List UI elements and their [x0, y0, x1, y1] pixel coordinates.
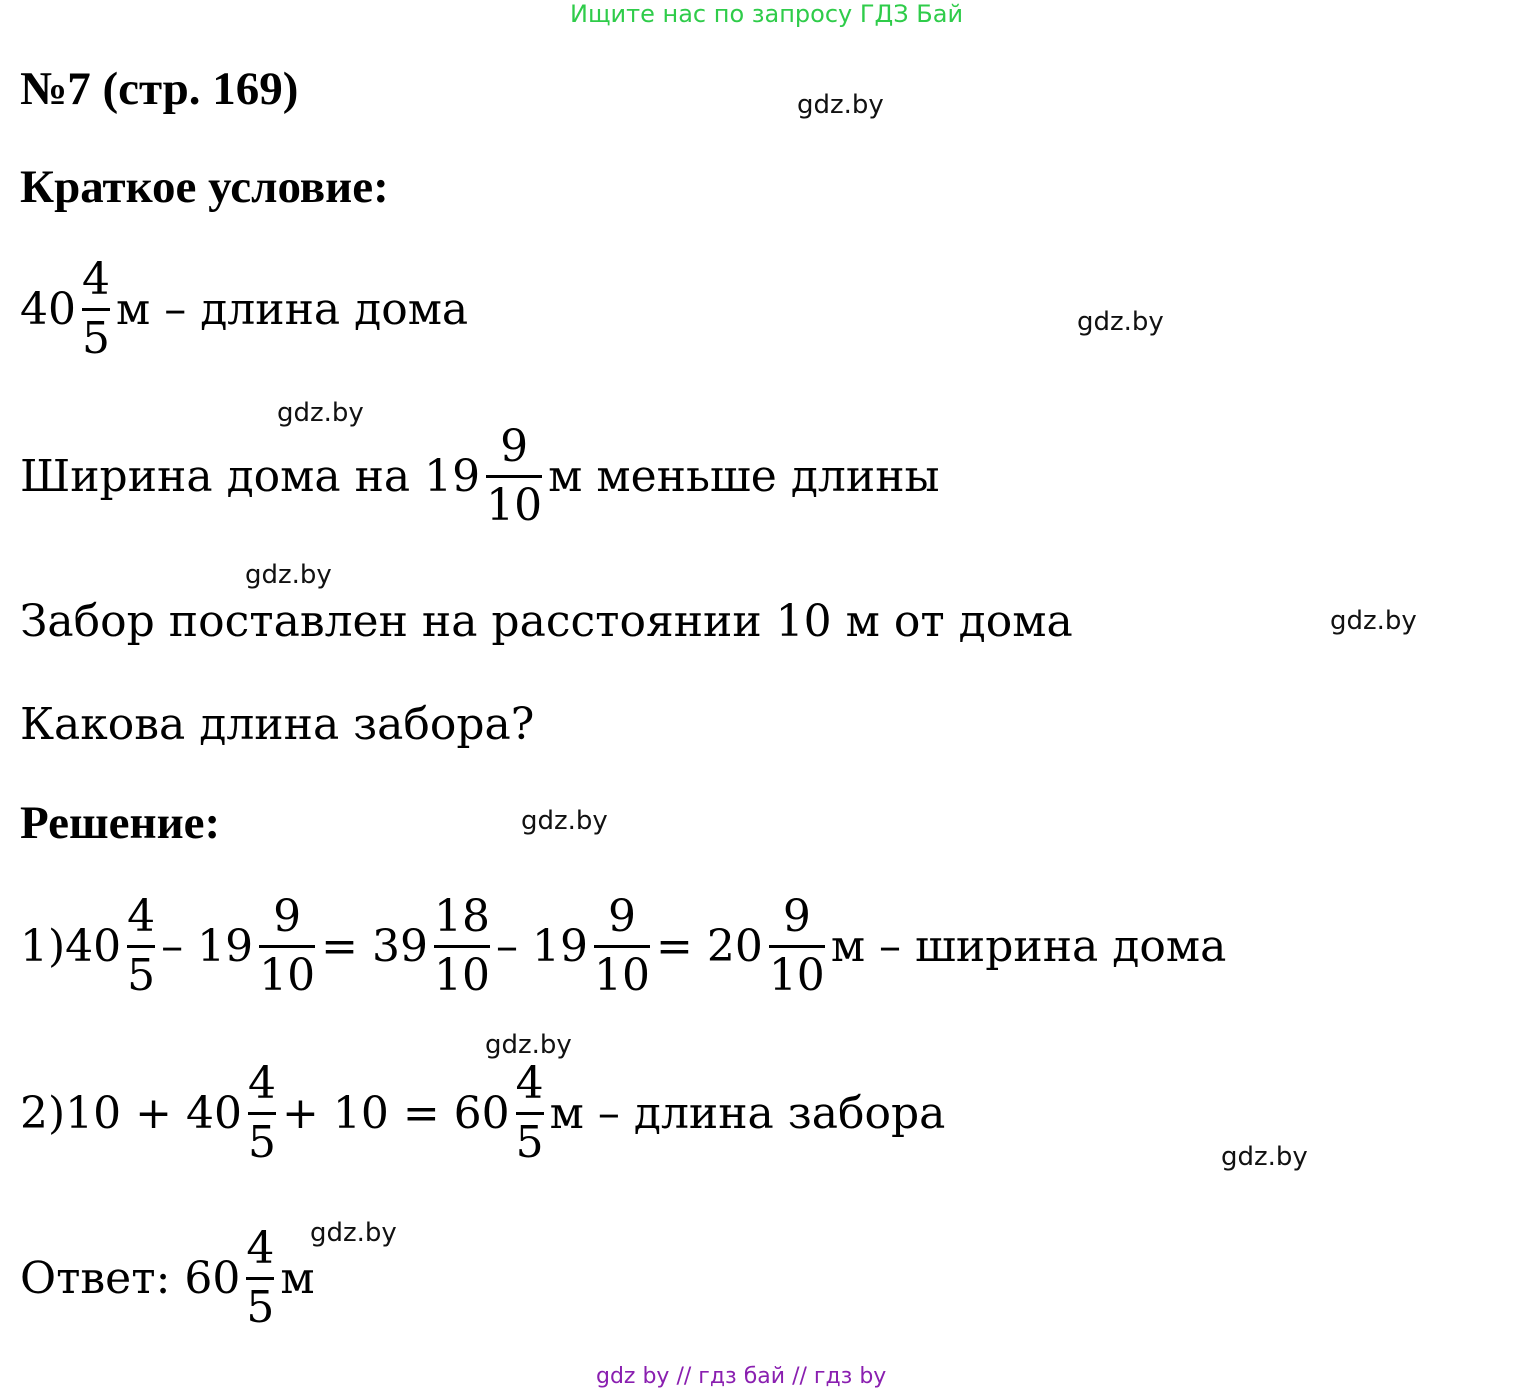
- width-fraction: [486, 421, 543, 531]
- length-fraction: [82, 254, 110, 364]
- watermark: gdz.by: [1221, 1142, 1308, 1172]
- fraction-numerator: 4: [82, 254, 110, 305]
- step1-part: = 20: [655, 920, 763, 972]
- step1-part: – 19: [495, 920, 588, 972]
- step2-tail: м – длина забора: [549, 1087, 946, 1139]
- step1-fraction: [593, 891, 650, 1001]
- step2-fraction: [247, 1058, 276, 1168]
- condition-heading: Краткое условие:: [20, 161, 389, 213]
- page-title: №7 (стр. 169): [20, 63, 299, 115]
- step2-part: 2)10 + 40: [20, 1087, 242, 1139]
- step1-fraction: [259, 891, 316, 1001]
- watermark: gdz.by: [485, 1030, 572, 1060]
- footer-links[interactable]: gdz by // гдз бай // гдз by: [596, 1364, 887, 1389]
- condition-length: [20, 254, 469, 364]
- watermark: gdz.by: [310, 1218, 397, 1248]
- fraction-denominator: 5: [516, 1112, 544, 1165]
- length-text: м – длина дома: [116, 283, 469, 335]
- step2-fraction: [515, 1058, 544, 1168]
- step1-part: 1)40: [20, 920, 122, 972]
- fraction-denominator: 10: [594, 945, 650, 998]
- fraction-numerator: 9: [607, 891, 636, 942]
- step1-fraction: [127, 891, 156, 1001]
- solution-step-2: [20, 1058, 946, 1168]
- condition-width: [20, 421, 940, 531]
- step1-part: – 19: [161, 920, 254, 972]
- watermark: gdz.by: [245, 560, 332, 590]
- step1-part: = 39: [321, 920, 428, 972]
- fraction-numerator: 9: [782, 891, 811, 942]
- fraction-numerator: 18: [433, 891, 490, 942]
- fraction-denominator: 5: [246, 1277, 274, 1330]
- step1-fraction: [768, 891, 825, 1001]
- length-whole: 40: [20, 283, 76, 335]
- fraction-numerator: 4: [246, 1223, 275, 1274]
- fraction-denominator: 5: [248, 1112, 276, 1165]
- answer-fraction: [246, 1223, 275, 1333]
- fraction-numerator: 9: [273, 891, 302, 942]
- watermark: gdz.by: [277, 398, 364, 428]
- site-banner[interactable]: Ищите нас по запросу ГДЗ Бай: [570, 0, 964, 28]
- fraction-denominator: 5: [82, 308, 110, 361]
- condition-question: Какова длина забора?: [20, 699, 535, 750]
- fraction-denominator: 10: [486, 475, 542, 528]
- answer-unit: м: [280, 1252, 315, 1304]
- step1-fraction: [433, 891, 490, 1001]
- watermark: gdz.by: [1330, 606, 1417, 636]
- answer-line: [20, 1223, 315, 1333]
- step2-part: + 10 = 60: [281, 1087, 510, 1139]
- fraction-numerator: 4: [247, 1058, 276, 1109]
- watermark: gdz.by: [1077, 307, 1164, 337]
- step1-tail: м – ширина дома: [830, 920, 1227, 972]
- width-prefix: Ширина дома на 19: [20, 450, 481, 502]
- fraction-denominator: 10: [769, 945, 825, 998]
- fraction-numerator: 4: [127, 891, 156, 942]
- condition-fence: Забор поставлен на расстоянии 10 м от дома: [20, 596, 1073, 647]
- fraction-numerator: 9: [500, 421, 529, 472]
- watermark: gdz.by: [521, 806, 608, 836]
- fraction-denominator: 10: [259, 945, 315, 998]
- answer-prefix: Ответ: 60: [20, 1252, 241, 1304]
- fraction-denominator: 10: [434, 945, 490, 998]
- solution-step-1: [20, 891, 1227, 1001]
- fraction-denominator: 5: [127, 945, 155, 998]
- watermark: gdz.by: [797, 90, 884, 120]
- width-text: м меньше длины: [548, 450, 940, 502]
- fraction-numerator: 4: [515, 1058, 544, 1109]
- solution-heading: Решение:: [20, 797, 221, 849]
